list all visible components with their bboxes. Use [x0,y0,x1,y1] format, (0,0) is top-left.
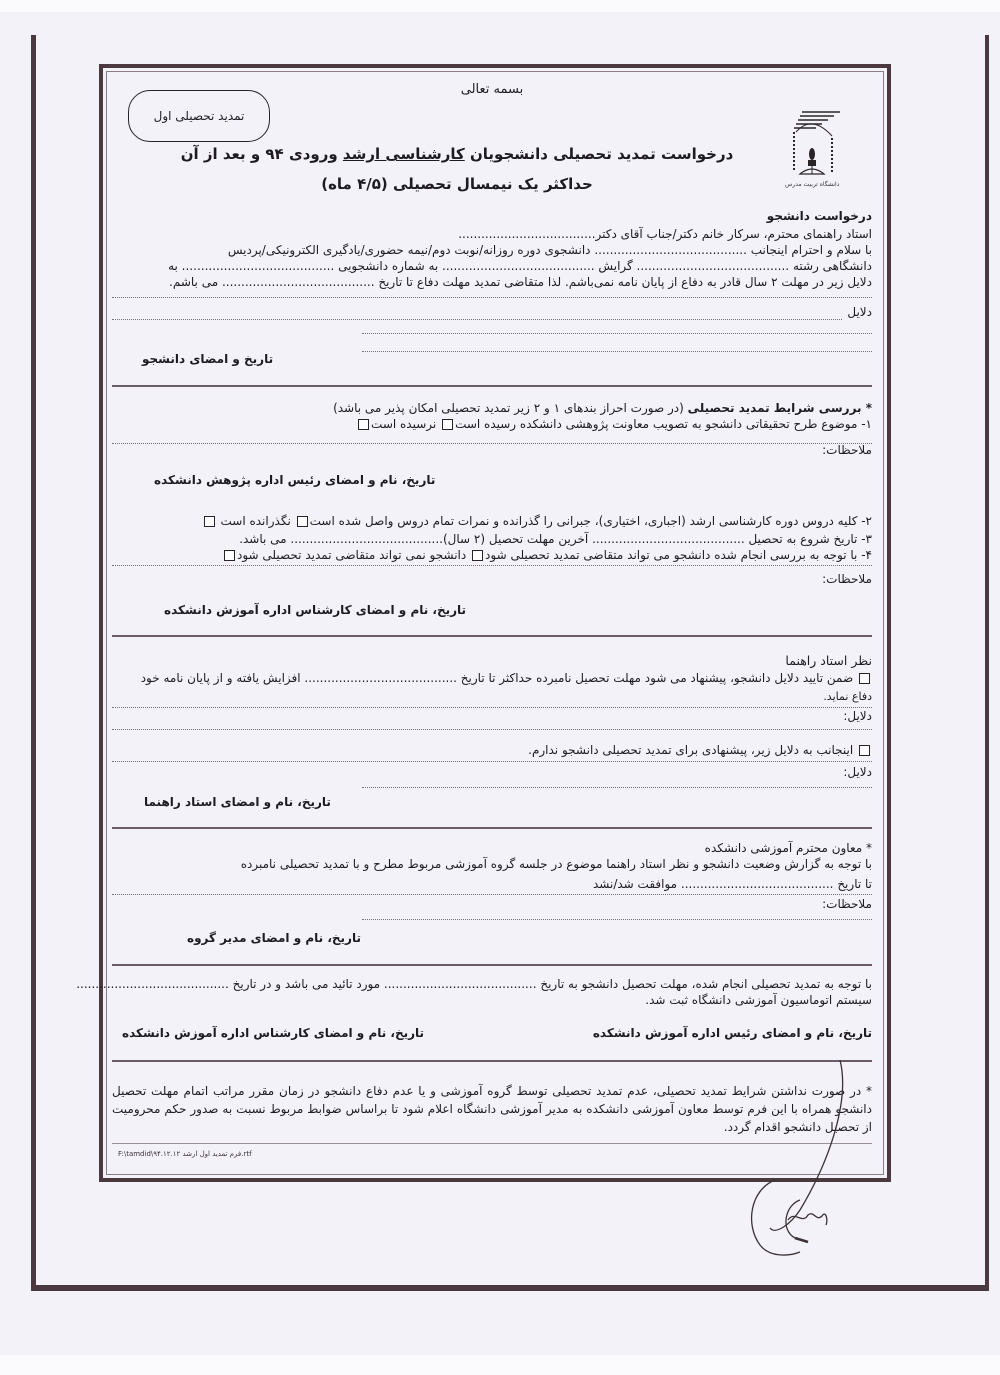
reasons-line[interactable] [112,318,842,320]
reasons-label: دلایل: [843,765,872,779]
deputy-line: با توجه به گزارش وضعیت دانشجو و نظر استاد راهنما موضوع در جلسه گروه آموزشی مربوط مطرح و با تمدید تحصیلی نامبرده [240,857,872,871]
remarks-label: ملاحظات: [822,443,872,457]
student-signature-label: تاریخ و امضای دانشجو [142,352,274,366]
condition-option: دانشجو نمی تواند متقاضی تمدید تحصیلی شود [237,548,471,562]
deadline-field[interactable]: آخرین مهلت تحصیل (۲ سال)........................................ می باشد. [239,532,593,546]
condition-option: نگذرانده است [216,514,295,528]
education-head-signature-label: تاریخ، نام و امضای رئیس اداره آموزش دانشکده [592,1026,872,1040]
reasons-line[interactable] [362,786,872,788]
condition-text: ۲- کلیه دروس دوره کارشناسی ارشد (اجباری، اختیاری)، جبرانی را گذرانده و نمرات تمام دروس واصل شده است [309,514,872,528]
conditions-title: * بررسی شرایط تمدید تحصیلی [687,401,872,415]
section-divider [112,635,872,637]
section-divider [112,385,872,387]
page-title [112,146,802,162]
invocation: بسمه تعالی [460,82,524,97]
advisor-reject-checkbox[interactable] [859,745,870,756]
condition-item-2 [112,513,872,529]
advisor-option-1 [112,670,872,686]
logo-caption: دانشگاه تربیت مدرس [785,181,840,188]
advisor-heading: نظر استاد راهنما [785,653,872,668]
condition-item-1 [112,416,872,432]
reasons-line[interactable] [362,350,872,352]
approved-checkbox[interactable] [442,419,453,430]
deputy-line[interactable]: تا تاریخ ........................................ موافقت شد/نشد [593,877,872,891]
advisor-option-2 [112,742,872,758]
education-staff-signature-label: تاریخ، نام و امضای کارشناس اداره آموزش دانشکده [122,1026,425,1040]
student-request-line[interactable]: استاد راهنمای محترم، سرکار خانم دکتر/جناب آقای دکتر.................................... [458,227,872,241]
eligible-checkbox[interactable] [472,550,483,561]
advisor-option-text-cont: دفاع نماید. [823,690,872,703]
page-subtitle: حداکثر یک نیمسال تحصیلی (۴/۵ ماه) [321,175,593,193]
reasons-line[interactable] [112,760,872,762]
reasons-label: دلایل [847,305,872,319]
section-divider [112,827,872,829]
remarks-label: ملاحظات: [822,572,872,586]
handwritten-signature-icon [680,1060,900,1270]
reasons-line[interactable] [362,332,872,334]
condition-text: ۴- با توجه به بررسی انجام شده دانشجو می تواند متقاضی تمدید تحصیلی شود [485,548,872,562]
file-path: F:\tamdid\۹۴.۱۲.۱۲ فرم تمدید اول ارشد.rtf [118,1150,252,1158]
condition-option: نرسیده است [371,417,441,431]
registration-line: سیستم اتوماسیون آموزشی دانشگاه ثبت شد. [645,993,872,1007]
condition-text: ۱- موضوع طرح تحقیقاتی دانشجو به تصویب معاونت پژوهشی دانشکده رسیده است [455,417,872,431]
remarks-line[interactable] [112,564,872,566]
courses-passed-checkbox[interactable] [297,516,308,527]
group-head-signature-label: تاریخ، نام و امضای مدیر گروه [187,931,361,945]
not-approved-checkbox[interactable] [358,419,369,430]
reasons-line[interactable] [112,728,872,730]
courses-not-passed-checkbox[interactable] [204,516,215,527]
section-divider [112,964,872,966]
advisor-signature-label: تاریخ، نام و امضای استاد راهنما [144,795,331,809]
conditions-heading [112,400,872,416]
remarks-line[interactable] [362,918,872,920]
student-request-line[interactable]: با سلام و احترام اینجانب ........................................ دانشجوی دوره روزانه/نوبت دوم/نیمه حضوری/یادگیری الکترونیکی/پردیس [227,243,872,257]
advisor-option-text: ضمن تایید دلایل دانشجو، پیشنهاد می شود مهلت تحصیل نامبرده حداکثر تا تاریخ ........................................ افزایش یافته و از پایان نامه خود [140,671,857,685]
research-head-signature-label: تاریخ، نام و امضای رئیس اداره پژوهش دانشکده [154,473,436,487]
advisor-option-text: اینجانب به دلایل زیر، پیشنهادی برای تمدید تحصیلی دانشجو ندارم. [528,743,857,757]
scan-margin-bottom [0,1355,1000,1375]
remarks-line[interactable] [112,893,872,895]
registration-line[interactable]: با توجه به تمدید تحصیلی انجام شده، مهلت تحصیل دانشجو به تاریخ ........................................ مورد تائید می باشد و در تاریخ ........................................ [76,977,872,991]
condition-item-4 [112,547,872,563]
deputy-heading: * معاون محترم آموزشی دانشکده [704,841,872,855]
student-request-heading: درخواست دانشجو [766,209,872,223]
reasons-label: دلایل: [843,709,872,723]
reasons-line[interactable] [112,296,872,298]
not-eligible-checkbox[interactable] [224,550,235,561]
remarks-label: ملاحظات: [822,897,872,911]
student-request-line[interactable]: دلایل زیر در مهلت ۲ سال قادر به دفاع از پایان نامه نمی‌باشم. لذا متقاضی تمدید مهلت دفاع تا تاریخ ........................................ می باشم. [169,275,872,289]
footnote: * در صورت نداشتن شرایط تمدید تحصیلی، عدم تمدید تحصیلی توسط گروه آموزشی و یا عدم دفاع دانشجو در زمان مقرر مراتب اتمام مهلت تحصیل دانشجو همراه با این فرم توسط معاون آموزشی دانشکده به مدیر آموزشی دانشگاه اعلام شود تا براساس ضوابط مربوط نسبت به صدور حکم محرومیت از تحصیل دانشجو اقدام گردد. [112,1084,872,1134]
title-part: ورودی ۹۴ و بعد از آن [180,145,343,163]
student-request-line[interactable]: دانشگاهی رشته ........................................ گرایش ........................................ به شماره دانشجویی ........................................ به [168,259,872,273]
scan-margin-top [0,0,1000,12]
advisor-approve-checkbox[interactable] [859,673,870,684]
start-date-field[interactable]: ۳- تاریخ شروع به تحصیل ........................................ [592,532,872,546]
title-part: درخواست تمدید تحصیلی دانشجویان [464,145,734,163]
condition-item-3[interactable] [112,531,872,547]
title-degree: کارشناسی ارشد [342,145,465,163]
badge-label: تمدید تحصیلی اول [153,109,245,123]
education-staff-signature-label: تاریخ، نام و امضای کارشناس اداره آموزش دانشکده [164,603,467,617]
conditions-note: (در صورت احراز بندهای ۱ و ۲ زیر تمدید تحصیلی امکان پذیر می باشد) [333,401,688,415]
